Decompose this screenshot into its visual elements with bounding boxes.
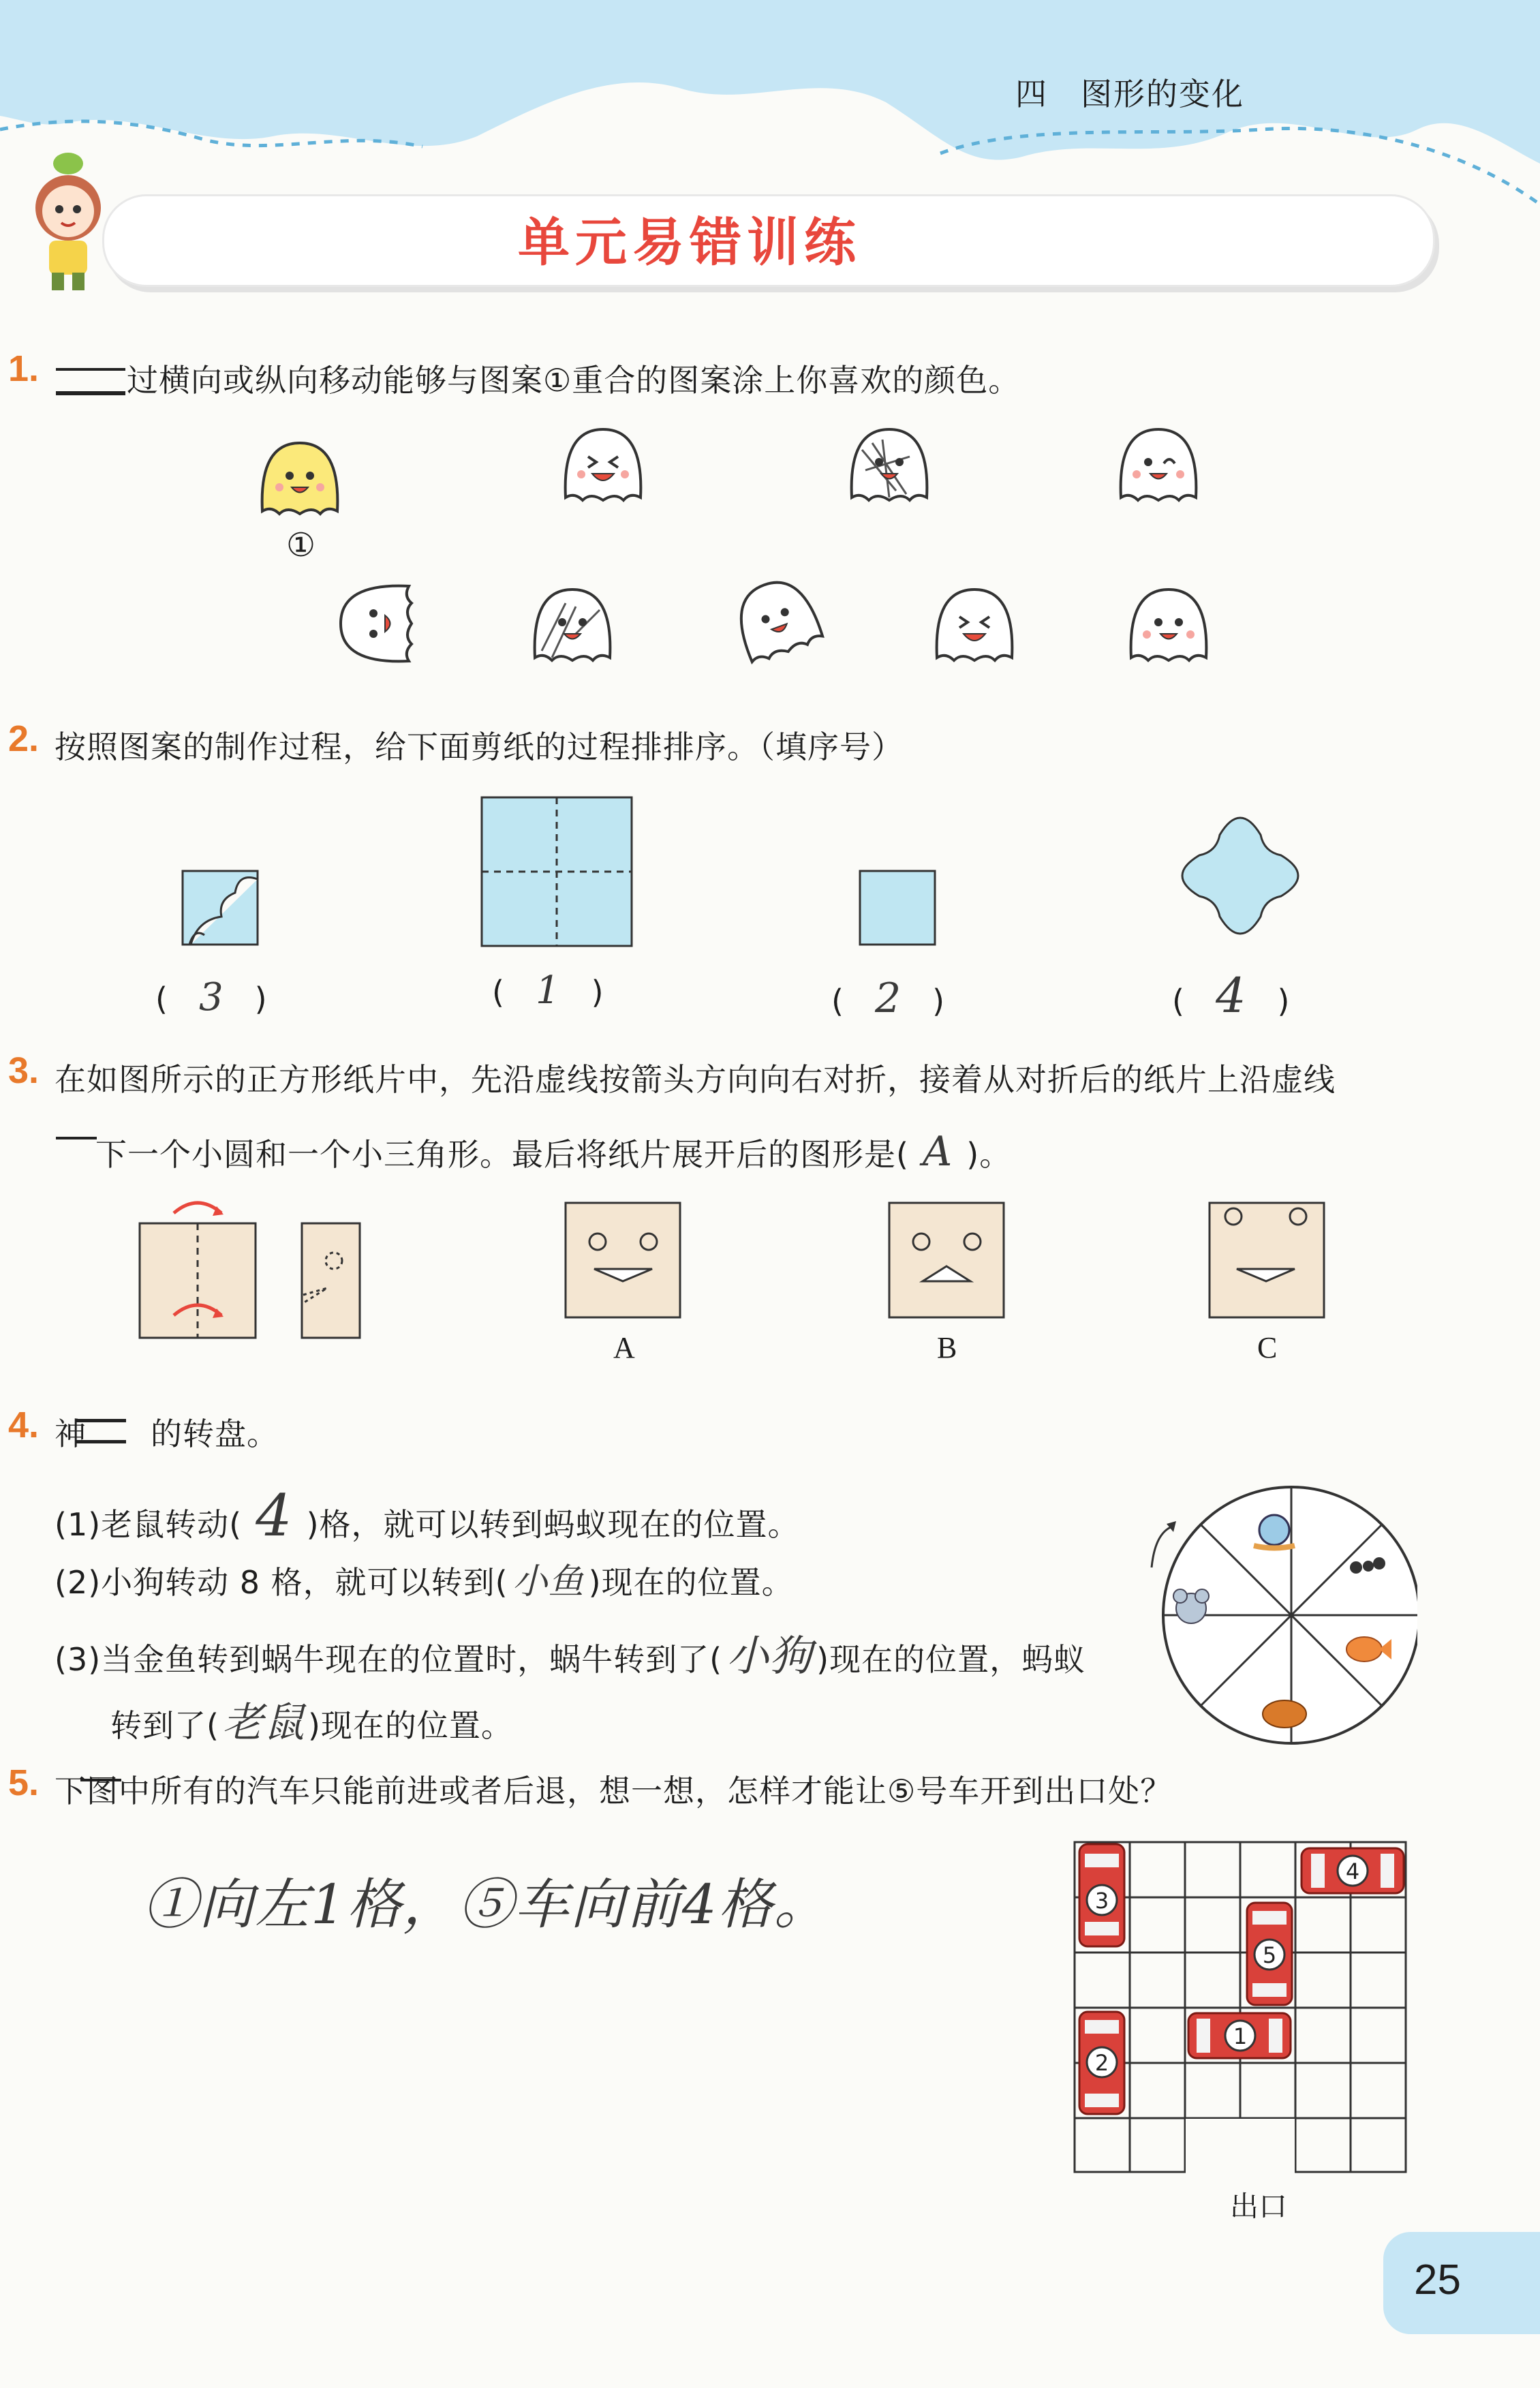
question-4-sub-2-start: (2)小狗转动 8 格，就可以转到( <box>55 1564 508 1601</box>
handwritten-answer: 1 <box>535 968 560 1013</box>
question-4-number: 4. <box>8 1405 40 1445</box>
unfolded-square-paper-step <box>482 797 632 946</box>
ghost-laughing-icon <box>566 429 641 500</box>
page-number: 25 <box>1414 2256 1461 2303</box>
svg-text:4: 4 <box>1345 1858 1360 1884</box>
handwritten-answer: 2 <box>874 975 902 1022</box>
car-1-icon <box>1188 2013 1291 2058</box>
folded-cut-paper-step <box>183 871 258 945</box>
page-number-tab <box>1383 2232 1540 2334</box>
question-3-text-line2 <box>95 1128 1011 1176</box>
question-5-number: 5. <box>8 1762 40 1803</box>
chapter-title: 四 图形的变化 <box>1015 76 1244 112</box>
rotation-arrow-icon <box>1152 1527 1172 1567</box>
ghost-grid <box>0 423 1540 682</box>
ghost-laughing-icon <box>937 590 1013 660</box>
svg-text:1: 1 <box>1233 2023 1248 2049</box>
handwritten-answer: 小狗 <box>726 1631 813 1681</box>
svg-text:3: 3 <box>1094 1888 1109 1914</box>
car-4-icon <box>1302 1848 1404 1893</box>
question-4-sub-3 <box>55 1622 1085 1683</box>
answer-blank-1[interactable]: ( 3 ) <box>155 975 267 1020</box>
handwritten-answer: 小鱼 <box>512 1561 585 1602</box>
handwritten-answer: 4 <box>1215 968 1246 1024</box>
reference-ghost-label: ① <box>286 526 316 564</box>
ghost-reference-icon <box>262 443 338 514</box>
paper-cutting-steps <box>0 784 1540 988</box>
header-banner <box>0 0 1540 204</box>
option-a-label[interactable]: A <box>613 1331 635 1364</box>
option-a-shape <box>566 1203 680 1317</box>
ghost-scribbled-icon <box>852 429 927 500</box>
section-title: 单元易错训练 <box>518 212 861 273</box>
answer-blank-4[interactable]: ( 4 ) <box>1172 968 1290 1024</box>
mascot-illustration <box>27 147 109 293</box>
question-2-number: 2. <box>8 718 40 759</box>
exit-gap <box>1186 2119 1295 2173</box>
ghost-flower-icon <box>1131 590 1207 660</box>
option-c-shape <box>1210 1203 1324 1317</box>
fold-arrow-icon <box>174 1203 221 1213</box>
handwritten-answer: 4 <box>256 1482 293 1549</box>
redaction-bar <box>56 368 125 395</box>
question-4-sub-1-start: (1)老鼠转动( <box>55 1506 243 1543</box>
exit-label: 出口 <box>1230 2190 1288 2223</box>
handwritten-answer: 老鼠 <box>221 1699 305 1747</box>
answer-blank-2[interactable]: ( 1 ) <box>492 968 604 1013</box>
option-c-label[interactable]: C <box>1257 1331 1278 1364</box>
question-3-text-line2-start: 下一个小圆和一个小三角形。最后将纸片展开后的图形是( <box>95 1136 909 1173</box>
question-3-text-line1: 在如图所示的正方形纸片中，先沿虚线按箭头方向向右对折，接着从对折后的纸片上沿虚线 <box>55 1061 1336 1098</box>
car-3-icon <box>1079 1844 1124 1946</box>
option-b-shape <box>889 1203 1004 1317</box>
question-4-sub-1-end: )格，就可以转到蚂蚁现在的位置。 <box>306 1506 800 1543</box>
ghost-tilted-icon <box>728 572 824 664</box>
question-1-text: 过横向或纵向移动能够与图案①重合的图案涂上你喜欢的颜色。 <box>127 362 1021 399</box>
redaction-bar <box>56 1137 97 1153</box>
question-4-title-text: 的转盘。 <box>151 1415 279 1452</box>
spinner-wheel <box>1131 1479 1417 1751</box>
handwritten-answer: A <box>922 1128 953 1176</box>
option-b-label[interactable]: B <box>937 1331 957 1364</box>
parking-grid <box>1070 1840 1411 2181</box>
car-5-icon <box>1247 1903 1292 2005</box>
question-4-sub-3-end: )现在的位置。 <box>307 1707 513 1744</box>
handwritten-answer: 3 <box>198 975 224 1020</box>
question-3-text-line2-end: )。 <box>966 1136 1012 1173</box>
ghost-rotated-icon <box>341 586 412 662</box>
question-3-number: 3. <box>8 1050 40 1091</box>
question-4-sub-1 <box>55 1482 800 1549</box>
question-4-title: 神 的转盘。 <box>55 1415 279 1452</box>
folding-diagram <box>0 1193 1540 1383</box>
question-4-sub-2-end: )现在的位置。 <box>588 1564 794 1601</box>
question-2-text: 按照图案的制作过程，给下面剪纸的过程排排序。（填序号） <box>55 729 904 765</box>
folded-square-paper-step <box>860 871 935 945</box>
answer-blank-3[interactable]: ( 2 ) <box>831 975 945 1022</box>
finished-cutout-step <box>1182 818 1298 934</box>
question-1-number: 1. <box>8 348 40 389</box>
question-4-sub-3-mid: )现在的位置，蚂蚁 <box>816 1641 1086 1678</box>
header-cloud-background <box>0 0 1540 204</box>
folded-half-paper <box>302 1223 360 1338</box>
svg-text:5: 5 <box>1262 1942 1277 1968</box>
car-2-icon <box>1079 2012 1124 2114</box>
svg-text:2: 2 <box>1094 2050 1109 2076</box>
ghost-winking-icon <box>1121 429 1197 500</box>
dog-icon <box>1263 1700 1306 1728</box>
question-4-sub-3-cont-start: 转到了( <box>110 1707 219 1744</box>
full-square-paper <box>140 1203 256 1338</box>
handwritten-solution: ①向左1格，⑤车向前4格。 <box>143 1873 830 1936</box>
question-4-sub-3-cont <box>110 1690 513 1749</box>
question-5-text: 下图中所有的汽车只能前进或者后退，想一想，怎样才能让⑤号车开到出口处？ <box>55 1773 1173 1809</box>
question-4-sub-2 <box>55 1552 794 1604</box>
ghost-scribbled-icon <box>535 590 611 660</box>
question-4-sub-3-start: (3)当金鱼转到蜗牛现在的位置时，蜗牛转到了( <box>55 1641 723 1678</box>
